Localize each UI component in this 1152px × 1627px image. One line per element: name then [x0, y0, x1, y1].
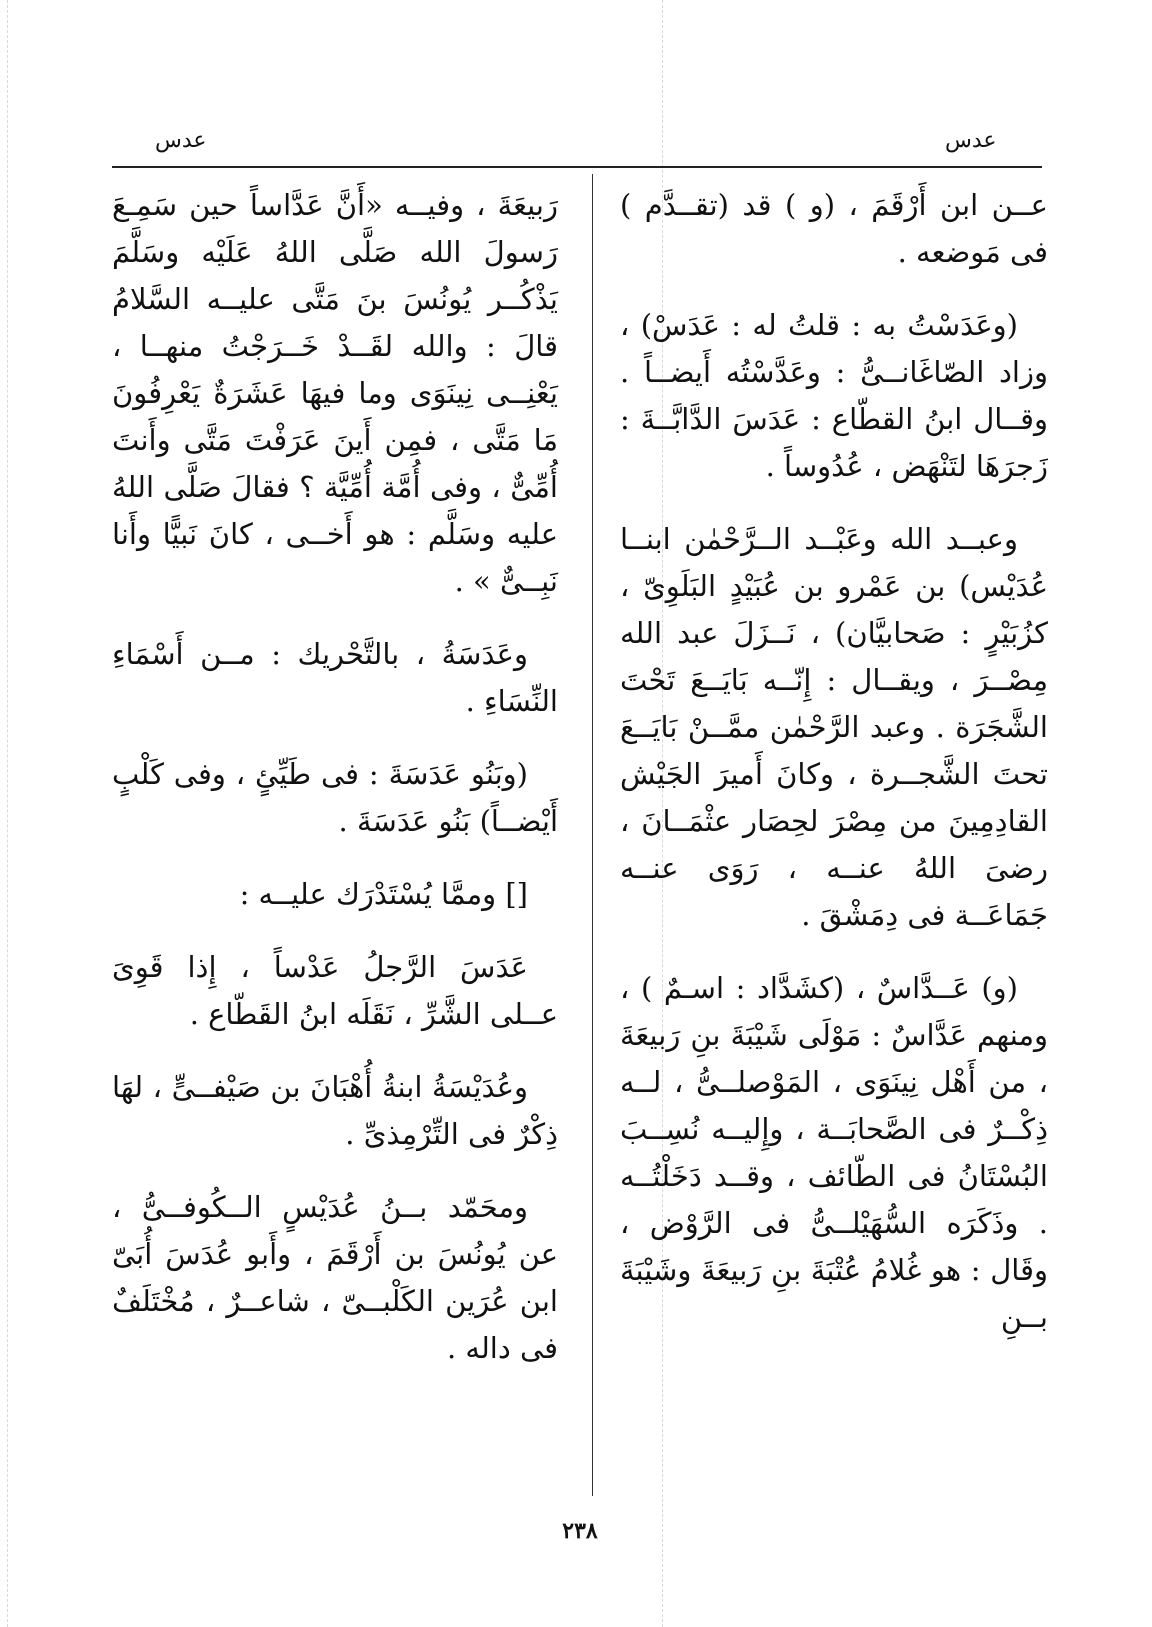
column-divider [592, 174, 593, 1496]
scan-edge-line [7, 0, 8, 1627]
paragraph: عَدَسَ الرَّجلُ عَدْساً ، إِذا قَوِىَ عــلى الشَّرِّ ، نَقَلَه ابنُ القَطّاع . [112, 950, 558, 1031]
paragraph: رَبيعَةَ ، وفيــه «أَنَّ عَدَّاساً حين سَمِـعَ رَسولَ الله صَلَّى اللهُ عَلَيْه وسَلَّمَ يَذْكُــر يُونُسَ بنَ مَتَّى عليــه السَّلامُ قالَ : والله لقَــدْ خَــرَجْتُ منهــا ، يَعْنِــى نِينَوَى وما فيهَا عَشَرَةٌ يَعْرِفُونَ مَا مَتَّى ، فمِن أَينَ عَرَفْتَ مَتَّى وأَنتَ أُمِّىٌّ ، وفى أُمَّة أُمِّيَّة ؟ فقالَ صَلَّى اللهُ عليه وسَلَّم : هو أَخــى ، كانَ نَبيًّا وأَنا نَبِــىٌّ » . [112, 188, 558, 598]
paragraph: وعُدَيْسَةُ ابنةُ أُهْبَانَ بن صَيْفــىٍّ ، لهَا ذِكْرٌ فى التِّرْمِذىِّ . [112, 1070, 558, 1151]
paragraph: وعَدَسَةُ ، بالتَّحْريك : مــن أَسْمَاءِ النِّسَاءِ . [112, 637, 558, 718]
paragraph: [] وممَّا يُسْتَدْرَك عليــه : [239, 877, 528, 911]
paragraph: عــن ابن أَرْقَمَ ، (و ) قد (تقــدَّم ) فى مَوضعه . [620, 188, 1048, 269]
paragraph: ومحَمّد بــنُ عُدَيْسٍ الــكُوفــىُّ ، عن يُونُسَ بن أَرْقَمَ ، وأَبو عُدَسَ أُبَىّ ابن عُرَين الكَلْبــىّ ، شاعــرٌ ، مُخْتَلَفٌ فى داله . [112, 1190, 558, 1365]
paragraph: (و) عَــدَّاسٌ ، (كشَدَّاد : اسـمٌ ) ، ومنهم عَدَّاسٌ : مَوْلَى شَيْبَةَ بنِ رَبيعَةَ ، من أَهْل نِينَوَى ، المَوْصلــىُّ ، لــه ذِكْــرٌ فى الصَّحابَــة ، وإِليــه نُسِــبَ البُسْتَانُ فى الطّائف ، وقــد دَخَلْتُــه . وذَكَرَه السُّهَيْلــىُّ فى الرَّوْض ، وقَال : هو غُلامُ عُتْبَةَ بنِ رَبيعَةَ وشَيْبَةَ بــنِ [620, 971, 1049, 1334]
paragraph: وعبــد الله وعَبْــد الــرَّحْمٰن ابنــا عُدَيْس) بن عَمْرو بن عُبَيْدٍ البَلَوِىّ ، كزُبَيْرٍ : صَحابيَّان) ، نَــزَلَ عبد الله مِصْــرَ ، ويقــال : إِنّــه بَايَــعَ تَحْتَ الشَّجَرَة . وعبد الرَّحْمٰن ممَّــنْ بَايَــعَ تحتَ الشَّجــرة ، وكانَ أَميرَ الجَيْش القادِمِينَ من مِصْرَ لحِصَار عثْمَــانَ ، رضىَ اللهُ عنــه ، رَوَى عنــه جَمَاعَــة فى دِمَشْقَ . [620, 522, 1048, 932]
header-rule [112, 166, 1042, 168]
left-text-column [112, 182, 558, 1398]
paragraph: (وبَنُو عَدَسَةَ : فى طَيِّئٍ ، وفى كَلْبٍ أَيْضــاً) بَنُو عَدَسَةَ . [112, 757, 558, 838]
running-header-left: عدس [155, 128, 207, 153]
paragraph: (وعَدَسْتُ به : قلتُ له : عَدَسْ) ، وزاد الصّاغَانــىُّ : وعَدَّسْتُه أَيضــاً . وقــال ابنُ القطّاع : عَدَسَ الدَّابَّــةَ : زَجرَهَا لتَنْهَض ، عُدُوساً . [620, 308, 1048, 483]
right-text-column [620, 182, 1048, 1367]
running-header-right: عدس [945, 128, 997, 153]
page-number: ٢٣٨ [562, 1518, 598, 1544]
